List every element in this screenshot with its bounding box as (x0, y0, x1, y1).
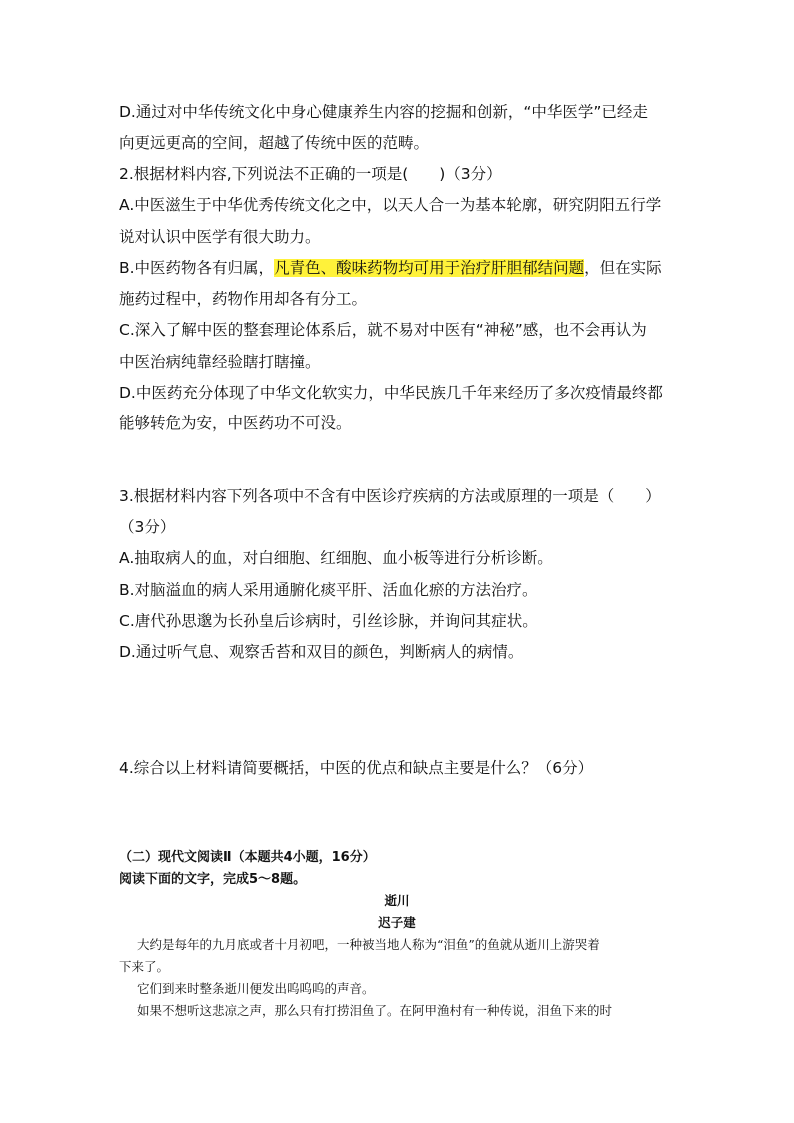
q3-score: （3分） (119, 518, 176, 536)
q3-option-b: B.对脑溢血的病人采用通腑化痰平肝、活血化瘀的方法治疗。 (119, 581, 538, 599)
q3-option-d: D.通过听气息、观察舌苔和双目的颜色，判断病人的病情。 (119, 643, 524, 661)
section-instruction: 阅读下面的文字，完成5～8题。 (119, 872, 307, 887)
article-author: 迟子建 (378, 915, 416, 930)
article-paragraph-3: 如果不想听这悲凉之声，那么只有打捞泪鱼了。在阿甲渔村有一种传说，泪鱼下来的时 (137, 1003, 613, 1018)
article-paragraph-1-line2: 下来了。 (119, 959, 170, 974)
q3-option-a: A.抽取病人的血，对白细胞、红细胞、血小板等进行分析诊断。 (119, 549, 553, 567)
q2-option-b-line1 (119, 258, 662, 278)
q3-option-c: C.唐代孙思邈为长孙皇后诊病时，引丝诊脉，并询问其症状。 (119, 612, 538, 630)
article-title: 逝川 (384, 893, 410, 908)
q3-stem: 3.根据材料内容下列各项中不含有中医诊疗疾病的方法或原理的一项是（ ） (119, 487, 661, 505)
highlighted-text: 凡青色、酸味药物均可用于治疗肝胆郁结问题 (274, 259, 585, 277)
q2-option-b-line2: 施药过程中，药物作用却各有分工。 (119, 290, 368, 308)
q2-stem: 2.根据材料内容,下列说法不正确的一项是( )（3分） (119, 165, 502, 183)
q2-option-d-line2: 能够转危为安，中医药功不可没。 (119, 414, 352, 432)
q2-option-d-line1: D.中医药充分体现了中华文化软实力，中华民族几千年来经历了多次疫情最终都 (119, 384, 663, 402)
article-paragraph-1-line1: 大约是每年的九月底或者十月初吧，一种被当地人称为“泪鱼”的鱼就从逝川上游哭着 (137, 937, 600, 952)
q1-option-d-line2: 向更远更高的空间，超越了传统中医的范畴。 (119, 134, 430, 152)
q2-option-a-line1: A.中医滋生于中华优秀传统文化之中，以天人合一为基本轮廓，研究阴阳五行学 (119, 196, 662, 214)
q2-option-c-line2: 中医治病纯靠经验瞎打瞎撞。 (119, 353, 321, 371)
article-paragraph-2: 它们到来时整条逝川便发出呜呜呜的声音。 (137, 981, 375, 996)
section-heading: （二）现代文阅读Ⅱ（本题共4小题，16分） (119, 850, 376, 865)
q4-stem: 4.综合以上材料请简要概括，中医的优点和缺点主要是什么？（6分） (119, 759, 594, 777)
q2-option-b-suffix: ，但在实际 (584, 259, 662, 277)
q2-option-b-prefix: B.中医药物各有归属， (119, 259, 275, 277)
q2-option-a-line2: 说对认识中医学有很大助力。 (119, 228, 321, 246)
q1-option-d-line1: D.通过对中华传统文化中身心健康养生内容的挖掘和创新，“中华医学”已经走 (119, 103, 648, 121)
q2-option-c-line1: C.深入了解中医的整套理论体系后，就不易对中医有“神秘”感，也不会再认为 (119, 321, 647, 339)
